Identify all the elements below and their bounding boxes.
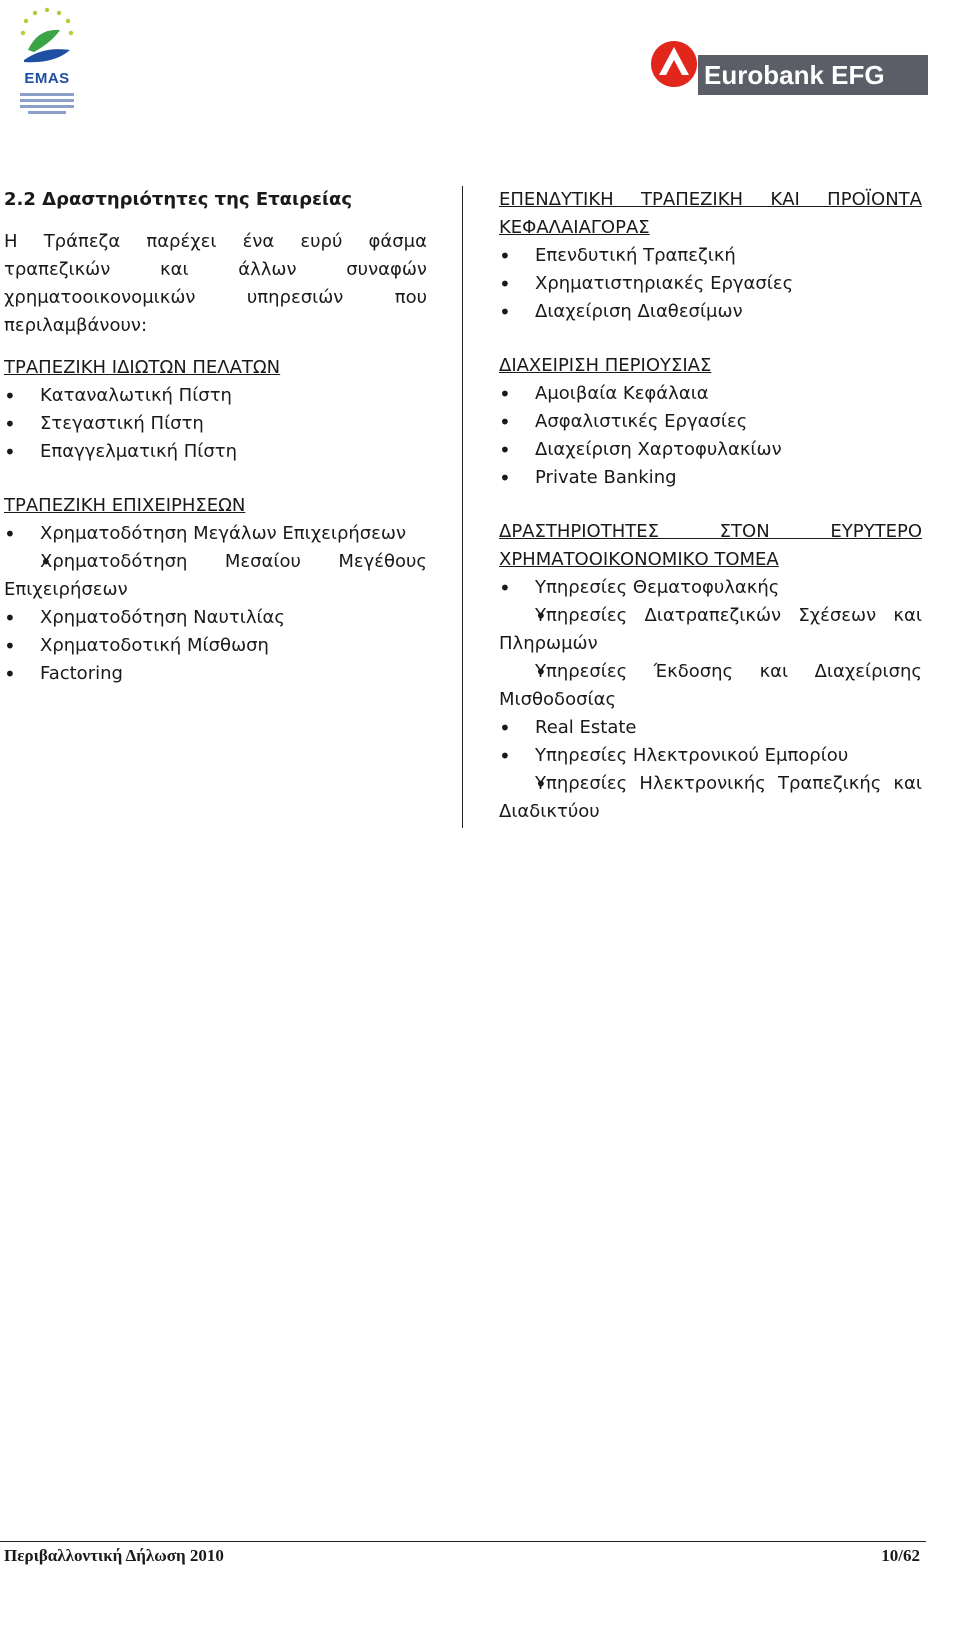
block-heading: ΤΡΑΠΕΖΙΚΗ ΙΔΙΩΤΩΝ ΠΕΛΑΤΩΝ — [4, 357, 281, 378]
bullet-list — [4, 382, 427, 466]
block-heading: ΔΙΑΧΕΙΡΙΣΗ ΠΕΡΙΟΥΣΙΑΣ — [499, 355, 712, 376]
emas-emblem-icon — [14, 6, 80, 68]
intro-line: τραπεζικών και άλλων συναφών — [4, 259, 427, 280]
list-item: • Υπηρεσίες Ηλεκτρονικού Εμπορίου — [499, 742, 922, 770]
list-item: • Υπηρεσίες Θεματοφυλακής — [499, 574, 922, 602]
emas-logo-text: EMAS — [24, 70, 70, 87]
intro-paragraph — [4, 228, 427, 340]
list-item: • Χρηματοδότηση Μεσαίου Μεγέθους Επιχειρήσεων — [4, 548, 427, 604]
bullet-list — [499, 574, 922, 826]
block-heading: ΤΡΑΠΕΖΙΚΗ ΕΠΙΧΕΙΡΗΣΕΩΝ — [4, 495, 246, 516]
block-heading: ΔΡΑΣΤΗΡΙΟΤΗΤΕΣ ΣΤΟΝ ΕΥΡΥΤΕΡΟ — [499, 521, 922, 542]
list-item: • Ασφαλιστικές Εργασίες — [499, 408, 922, 436]
footer-title: Περιβαλλοντική Δήλωση 2010 — [4, 1546, 224, 1565]
corporate-banking-block — [4, 492, 427, 688]
list-item: • Χρηματοδοτική Μίσθωση — [4, 632, 427, 660]
block-heading: ΕΠΕΝΔΥΤΙΚΗ ΤΡΑΠΕΖΙΚΗ ΚΑΙ ΠΡΟΪΟΝΤΑ — [499, 189, 922, 210]
eurobank-logo — [650, 36, 930, 100]
intro-line: Η Τράπεζα παρέχει ένα ευρύ φάσμα — [4, 231, 427, 252]
page-number: 10/62 — [881, 1546, 920, 1565]
left-column — [4, 186, 427, 714]
list-item: • Καταναλωτική Πίστη — [4, 382, 427, 410]
list-item: • Αμοιβαία Κεφάλαια — [499, 380, 922, 408]
bullet-list — [499, 380, 922, 492]
eurobank-logo-text: Eurobank EFG — [698, 55, 928, 95]
emas-subtitle — [20, 90, 74, 117]
bullet-list — [499, 242, 922, 326]
asset-management-block — [499, 352, 922, 492]
list-item: • Επενδυτική Τραπεζική — [499, 242, 922, 270]
emas-logo — [14, 6, 80, 122]
list-item: • Στεγαστική Πίστη — [4, 410, 427, 438]
list-item: • Real Estate — [499, 714, 922, 742]
list-item: • Χρηματοδότηση Μεγάλων Επιχειρήσεων — [4, 520, 427, 548]
eurobank-emblem-icon — [650, 38, 702, 90]
block-heading: ΧΡΗΜΑΤΟΟΙΚΟΝΟΜΙΚΟ ΤΟΜΕΑ — [499, 549, 779, 570]
right-column — [499, 186, 922, 852]
list-item: • Factoring — [4, 660, 427, 688]
list-item: • Υπηρεσίες Διατραπεζικών Σχέσεων και Πληρωμών — [499, 602, 922, 658]
block-heading: ΚΕΦΑΛΑΙΑΓΟΡΑΣ — [499, 217, 650, 238]
financial-sector-block — [499, 518, 922, 826]
list-item: • Υπηρεσίες Ηλεκτρονικής Τραπεζικής και Διαδικτύου — [499, 770, 922, 826]
bullet-list — [4, 520, 427, 688]
list-item: • Χρηματοδότηση Ναυτιλίας — [4, 604, 427, 632]
investment-banking-block — [499, 186, 922, 326]
list-item: • Υπηρεσίες Έκδοσης και Διαχείρισης Μισθοδοσίας — [499, 658, 922, 714]
column-divider — [462, 186, 463, 828]
list-item: • Private Banking — [499, 464, 922, 492]
intro-line: περιλαμβάνουν: — [4, 315, 148, 336]
list-item: • Χρηματιστηριακές Εργασίες — [499, 270, 922, 298]
list-item: • Διαχείριση Χαρτοφυλακίων — [499, 436, 922, 464]
list-item: • Διαχείριση Διαθεσίμων — [499, 298, 922, 326]
section-title: 2.2 Δραστηριότητες της Εταιρείας — [4, 189, 353, 210]
footer-divider — [0, 1541, 926, 1542]
intro-line: χρηματοοικονομικών υπηρεσιών που — [4, 287, 427, 308]
list-item: • Επαγγελματική Πίστη — [4, 438, 427, 466]
retail-banking-block — [4, 354, 427, 466]
